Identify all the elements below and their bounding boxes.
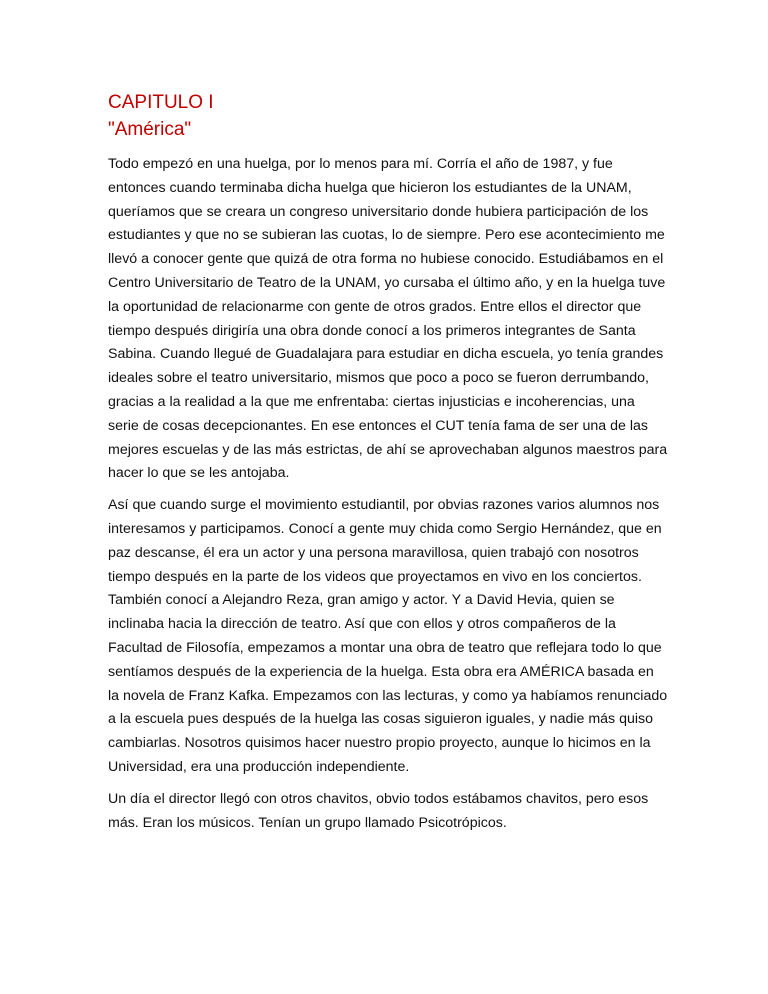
paragraph-2: Así que cuando surge el movimiento estudiantil, por obvias razones varios alumnos nos interesamos y participamos. Conocí a gente muy chida como Sergio Hernández, que en paz descanse, él era un actor y una persona maravillosa, quien trabajó con nosotros tiempo después en la parte de los videos que proyectamos en vivo en los conciertos. También conocí a Alejandro Reza, gran amigo y actor. Y a David Hevia, quien se inclinaba hacia la dirección de teatro. Así que con ellos y otros compañeros de la Facultad de Filosofía, empezamos a montar una obra de teatro que reflejara todo lo que sentíamos después de la experiencia de la huelga. Esta obra era AMÉRICA basada en la novela de Franz Kafka. Empezamos con las lecturas, y como ya habíamos renunciado a la escuela pues después de la huelga las cosas siguieron iguales, y nadie más quiso cambiarlas. Nosotros quisimos hacer nuestro propio proyecto, aunque lo hicimos en la Universidad, era una producción independiente. [108, 497, 668, 775]
document-body [108, 89, 668, 835]
chapter-title: CAPITULO I [108, 92, 214, 113]
paragraph-3: Un día el director llegó con otros chavitos, obvio todos estábamos chavitos, pero esos más. Eran los músicos. Tenían un grupo llamado Psicotrópicos. [108, 790, 649, 831]
chapter-subtitle: "América" [108, 119, 192, 140]
paragraph-1: Todo empezó en una huelga, por lo menos para mí. Corría el año de 1987, y fue entonces cuando terminaba dicha huelga que hicieron los estudiantes de la UNAM, queríamos que se creara un congreso universitario donde hubiera participación de los estudiantes y que no se subieran las cuotas, lo de siempre. Pero ese acontecimiento me llevó a conocer gente que quizá de otra forma no hubiese conocido. Estudiábamos en el Centro Universitario de Teatro de la UNAM, yo cursaba el último año, y en la huelga tuve la oportunidad de relacionarme con gente de otros grados. Entre ellos el director que tiempo después dirigiría una obra donde conocí a los primeros integrantes de Santa Sabina. Cuando llegué de Guadalajara para estudiar en dicha escuela, yo tenía grandes ideales sobre el teatro universitario, mismos que poco a poco se fueron derrumbando, gracias a la realidad a la que me enfrentaba: ciertas injusticias e incoherencias, una serie de cosas decepcionantes. En ese entonces el CUT tenía fama de ser una de las mejores escuelas y de las más estrictas, de ahí se aprovechaban algunos maestros para hacer lo que se les antojaba. [108, 156, 668, 482]
